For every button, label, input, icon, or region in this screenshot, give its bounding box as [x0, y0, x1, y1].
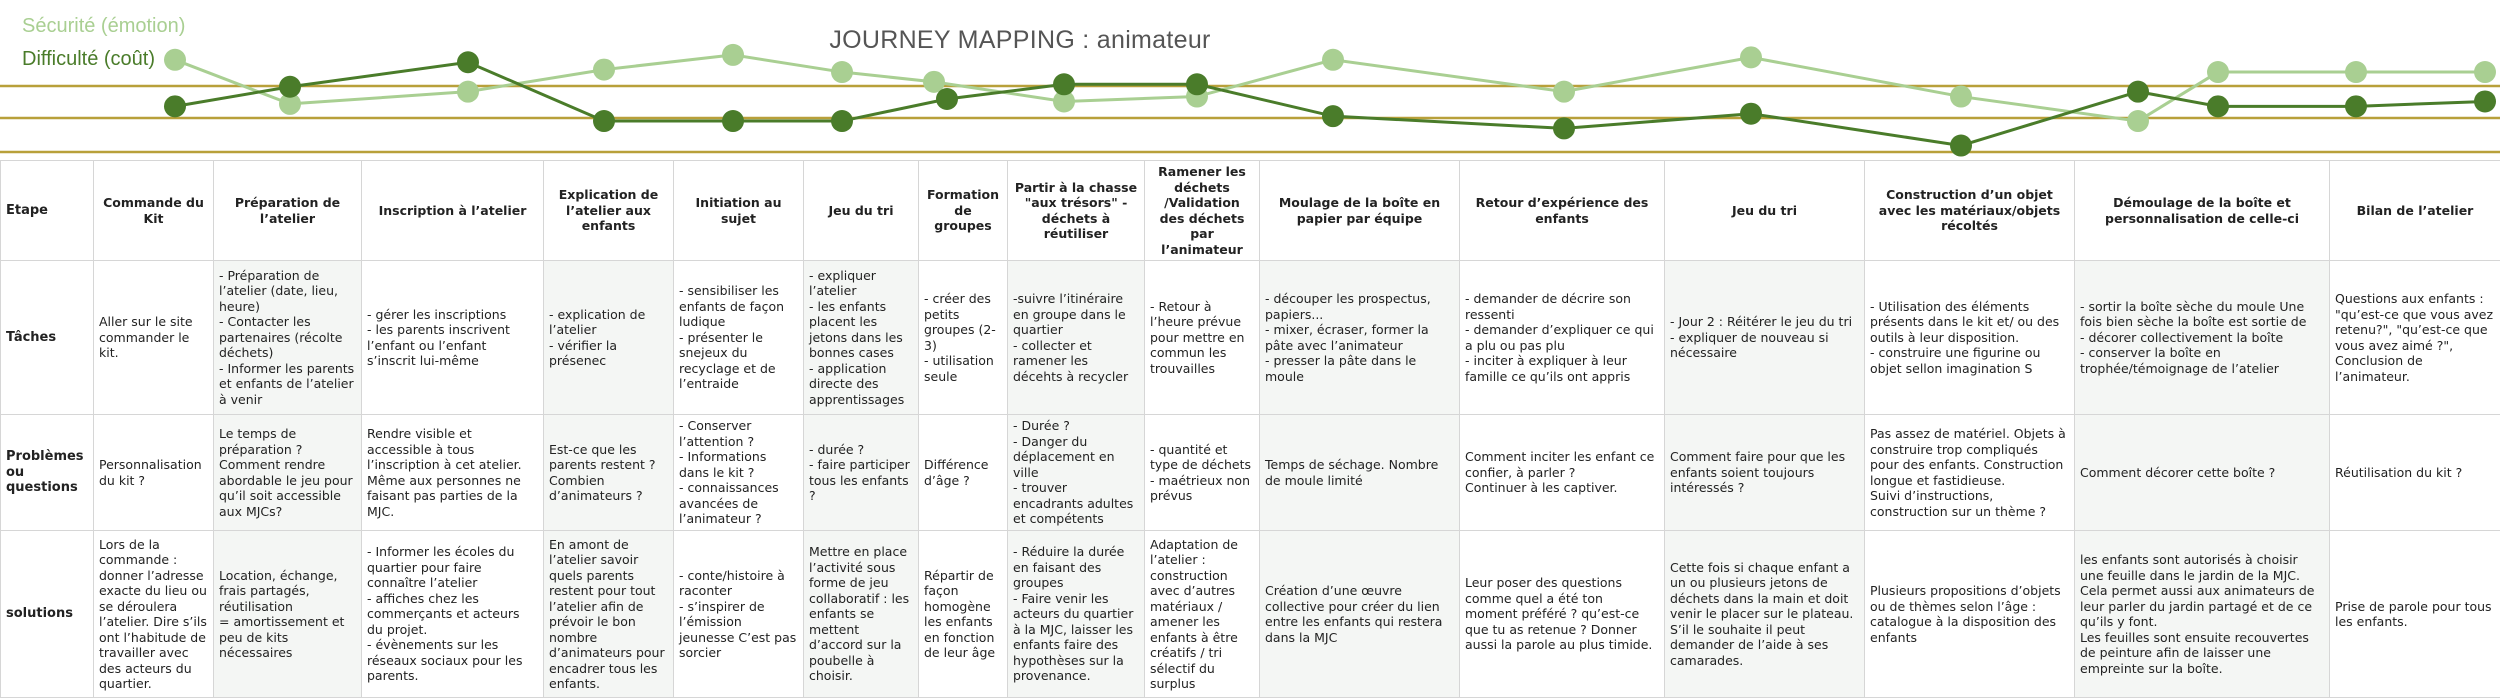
table-cell: - découper les prospectus, papiers... - mixer, écraser, former la pâte avec l’animateur - presser la pâte dans le moule: [1260, 261, 1460, 415]
data-point-difficulty: [593, 110, 615, 132]
table-cell: Prise de parole pour tous les enfants.: [2330, 531, 2500, 698]
stage-header: Jeu du tri: [1665, 161, 1865, 261]
stage-header: Retour d’expérience des enfants: [1460, 161, 1665, 261]
table-cell: Différence d’âge ?: [919, 415, 1008, 531]
table-cell: Comment inciter les enfant ce confier, à parler ? Continuer à les captiver.: [1460, 415, 1665, 531]
table-cell: Aller sur le site commander le kit.: [94, 261, 214, 415]
legend-item-security: Sécurité (émotion): [22, 10, 185, 43]
data-point-security: [722, 44, 744, 66]
data-point-security: [1553, 81, 1575, 103]
data-point-security: [2474, 61, 2496, 83]
table-row-problemes: [1, 415, 2500, 531]
data-point-security: [2345, 61, 2367, 83]
data-point-difficulty: [457, 51, 479, 73]
table-row-header: [1, 161, 2500, 261]
row-label-taches: Tâches: [1, 261, 94, 415]
table-cell: -suivre l’itinéraire en groupe dans le quartier - collecter et ramener les décehts à recycler: [1008, 261, 1145, 415]
data-point-security: [1322, 49, 1344, 71]
table-row-solutions: [1, 531, 2500, 698]
data-point-security: [2207, 61, 2229, 83]
table-cell: Répartir de façon homogène les enfants en fonction de leur âge: [919, 531, 1008, 698]
data-point-difficulty: [1053, 73, 1075, 95]
table-cell: - quantité et type de déchets - maétrieux non prévus: [1145, 415, 1260, 531]
table-cell: - Informer les écoles du quartier pour faire connaître l’atelier - affiches chez les commerçants et acteurs du projet. - évènements sur les réseaux sociaux pour les parents.: [362, 531, 544, 698]
table-cell: - Utilisation des éléments présents dans le kit et/ ou des outils à leur disposition. - construire une figurine ou objet sellon imagination S: [1865, 261, 2075, 415]
table-cell: - Retour à l’heure prévue pour mettre en commun les trouvailles: [1145, 261, 1260, 415]
data-point-difficulty: [1740, 103, 1762, 125]
table-cell: Cette fois si chaque enfant a un ou plusieurs jetons de déchets dans la main et doit venir le placer sur le plateau. S’il le souhaite il peut demander de l’aide à ses camarades.: [1665, 531, 1865, 698]
table-cell: Création d’une œuvre collective pour créer du lien entre les enfants qui restera dans la MJC: [1260, 531, 1460, 698]
data-point-security: [831, 61, 853, 83]
table-cell: - Conserver l’attention ? - Informations dans le kit ? - connaissances avancées de l’animateur ?: [674, 415, 804, 531]
legend-item-difficulty: Difficulté (coût): [22, 43, 185, 76]
stage-header: Démoulage de la boîte et personnalisation de celle-ci: [2075, 161, 2330, 261]
data-point-security: [164, 49, 186, 71]
stage-header: Construction d’un objet avec les matériaux/objets récoltés: [1865, 161, 2075, 261]
data-point-security: [1740, 46, 1762, 68]
stage-header: Commande du Kit: [94, 161, 214, 261]
stage-header: Ramener les déchets /Validation des déchets par l’animateur: [1145, 161, 1260, 261]
table-cell: - Durée ? - Danger du déplacement en ville - trouver encadrants adultes et compétents: [1008, 415, 1145, 531]
stage-header: Bilan de l’atelier: [2330, 161, 2500, 261]
table-cell: Pas assez de matériel. Objets à construire trop compliqués pour des enfants. Construction longue et fastidieuse. Suivi d’instructions, construction sur un thème ?: [1865, 415, 2075, 531]
data-point-security: [457, 81, 479, 103]
table-cell: Location, échange, frais partagés, réutilisation = amortissement et peu de kits nécessaires: [214, 531, 362, 698]
data-point-difficulty: [164, 95, 186, 117]
table-cell: les enfants sont autorisés à choisir une feuille dans le jardin de la MJC. Cela permet aussi aux animateurs de leur parler du jardin partagé et de ce qu’ils y font. Les feuilles sont ensuite recouvertes de peinture afin de laisser une empreinte sur la boîte.: [2075, 531, 2330, 698]
row-label-solutions: solutions: [1, 531, 94, 698]
data-point-difficulty: [279, 76, 301, 98]
table-cell: Comment faire pour que les enfants soient toujours intéressés ?: [1665, 415, 1865, 531]
stage-header: Partir à la chasse "aux trésors" - déchets à réutiliser: [1008, 161, 1145, 261]
table-row-taches: [1, 261, 2500, 415]
table-cell: - demander de décrire son ressenti - demander d’expliquer ce qui a plu ou pas plu - inciter à expliquer à leur famille ce qu’ils ont appris: [1460, 261, 1665, 415]
table-cell: - créer des petits groupes (2-3) - utilisation seule: [919, 261, 1008, 415]
table-cell: Temps de séchage. Nombre de moule limité: [1260, 415, 1460, 531]
table-cell: Comment décorer cette boîte ?: [2075, 415, 2330, 531]
data-point-security: [1950, 86, 1972, 108]
data-point-difficulty: [2207, 95, 2229, 117]
data-point-difficulty: [1186, 73, 1208, 95]
table-cell: En amont de l’atelier savoir quels parents restent pour tout l’atelier afin de prévoir le bon nombre d’animateurs pour encadrer tous les enfants.: [544, 531, 674, 698]
table-cell: Mettre en place l’activité sous forme de jeu collaboratif : les enfants se mettent d’accord sur la poubelle à choisir.: [804, 531, 919, 698]
table-cell: Réutilisation du kit ?: [2330, 415, 2500, 531]
table-cell: - sortir la boîte sèche du moule Une fois bien sèche la boîte est sortie de - décorer collectivement la boîte - conserver la boîte en trophée/témoignage de l’atelier: [2075, 261, 2330, 415]
table-cell: - gérer les inscriptions - les parents inscrivent l’enfant ou l’enfant s’inscrit lui-même: [362, 261, 544, 415]
table-cell: - conte/histoire à raconter - s’inspirer de l’émission jeunesse C’est pas sorcier: [674, 531, 804, 698]
table-cell: - explication de l’atelier - vérifier la présenec: [544, 261, 674, 415]
table-cell: Est-ce que les parents restent ? Combien d’animateurs ?: [544, 415, 674, 531]
stage-header: Inscription à l’atelier: [362, 161, 544, 261]
data-point-difficulty: [831, 110, 853, 132]
journey-chart: [0, 0, 2500, 160]
table-cell: Le temps de préparation ? Comment rendre abordable le jeu pour qu’il soit accessible aux MJCs?: [214, 415, 362, 531]
data-point-difficulty: [2345, 95, 2367, 117]
stage-header: Jeu du tri: [804, 161, 919, 261]
data-point-difficulty: [2474, 90, 2496, 112]
data-point-difficulty: [722, 110, 744, 132]
stage-header: Moulage de la boîte en papier par équipe: [1260, 161, 1460, 261]
data-point-difficulty: [2127, 81, 2149, 103]
stage-header: Explication de l’atelier aux enfants: [544, 161, 674, 261]
table-cell: - Jour 2 : Réitérer le jeu du tri - expliquer de nouveau si nécessaire: [1665, 261, 1865, 415]
table-cell: Plusieurs propositions d’objets ou de thèmes selon l’âge : catalogue à la disposition des enfants: [1865, 531, 2075, 698]
data-point-security: [2127, 110, 2149, 132]
stage-header: Préparation de l’atelier: [214, 161, 362, 261]
data-point-difficulty: [1553, 117, 1575, 139]
series-points: [164, 44, 2496, 157]
table-cell: Leur poser des questions comme quel a été ton moment préféré ? qu’est-ce que tu as retenue ? Donner aussi la parole au plus timide.: [1460, 531, 1665, 698]
series-line-difficulty: [175, 62, 2485, 145]
row-label-problemes: Problèmes ou questions: [1, 415, 94, 531]
table-cell: - Préparation de l’atelier (date, lieu, heure) - Contacter les partenaires (récolte déchets) - Informer les parents et enfants de l’atelier à venir: [214, 261, 362, 415]
data-point-security: [593, 59, 615, 81]
data-point-difficulty: [1950, 135, 1972, 157]
stage-header: Formation de groupes: [919, 161, 1008, 261]
table-cell: - sensibiliser les enfants de façon ludique - présenter le snejeux du recyclage et de l’entraide: [674, 261, 804, 415]
table-cell: Adaptation de l’atelier : construction avec d’autres matériaux / amener les enfants à être créatifs / tri sélectif du surplus: [1145, 531, 1260, 698]
data-point-difficulty: [1322, 105, 1344, 127]
table-cell: - Réduire la durée en faisant des groupes - Faire venir les acteurs du quartier à la MJC, laisser les enfants faire des hypothèses sur la provenance.: [1008, 531, 1145, 698]
stage-header: Initiation au sujet: [674, 161, 804, 261]
page-title: JOURNEY MAPPING : animateur: [0, 26, 2040, 55]
table-cell: - durée ? - faire participer tous les enfants ?: [804, 415, 919, 531]
table-cell: - expliquer l’atelier - les enfants placent les jetons dans les bonnes cases - application directe des apprentissages: [804, 261, 919, 415]
table-cell: Lors de la commande : donner l’adresse exacte du lieu ou se déroulera l’atelier. Dire s’ils ont l’habitude de travailler avec des acteurs du quartier.: [94, 531, 214, 698]
row-label-header: Etape: [1, 161, 94, 261]
data-point-difficulty: [936, 88, 958, 110]
table-cell: Rendre visible et accessible à tous l’inscription à cet atelier. Même aux personnes ne faisant pas parties de la MJC.: [362, 415, 544, 531]
table-cell: Questions aux enfants : "qu’est-ce que vous avez retenu?", "qu’est-ce que vous avez aimé ?", Conclusion de l’animateur.: [2330, 261, 2500, 415]
table-cell: Personnalisation du kit ?: [94, 415, 214, 531]
journey-table: [0, 160, 2500, 698]
